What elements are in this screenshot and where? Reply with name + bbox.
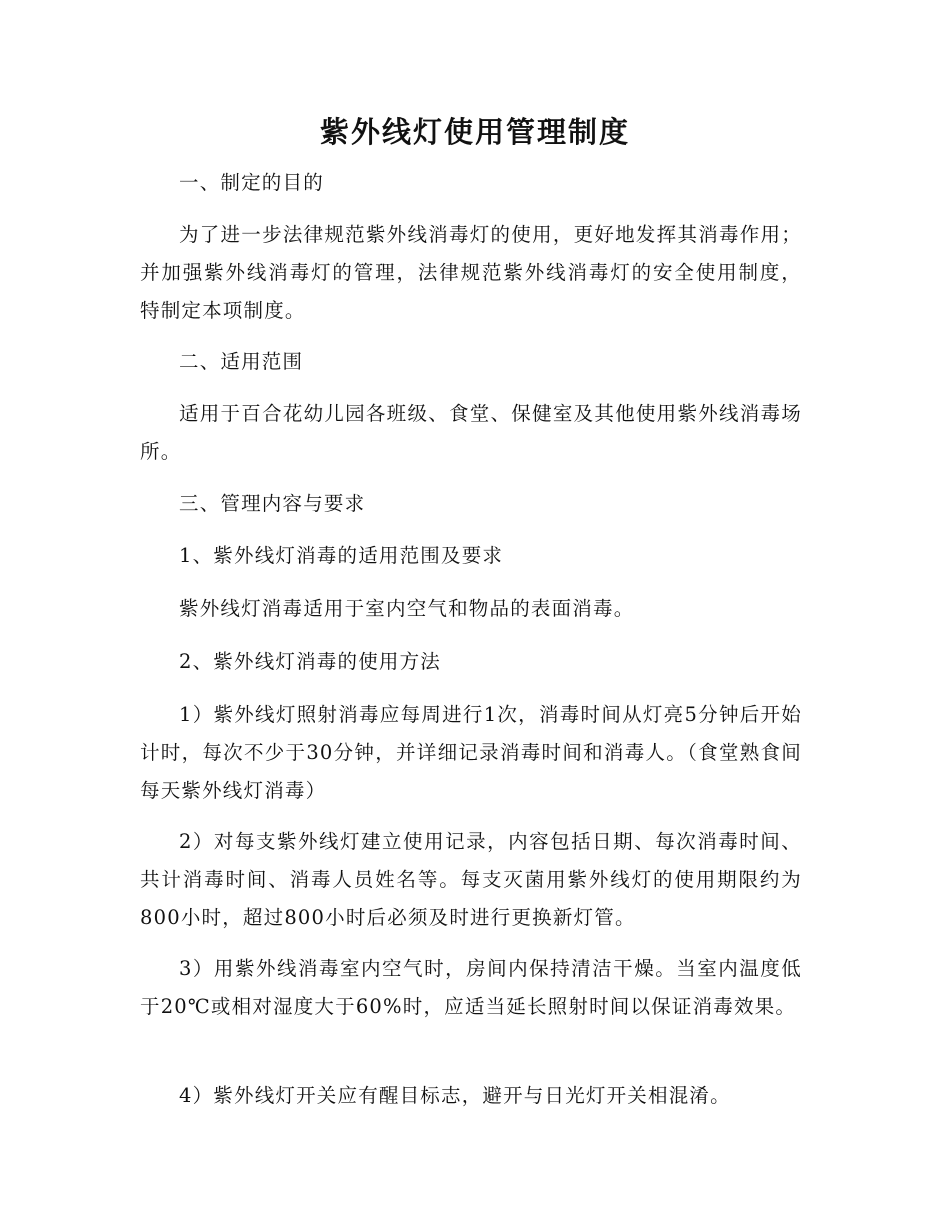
subsection-heading-scope-requirements: 1、紫外线灯消毒的适用范围及要求 [179, 544, 504, 567]
list-item-usage-2: 2）对每支紫外线灯建立使用记录，内容包括日期、每次消毒时间、共计消毒时间、消毒人员姓名等。每支灭菌用紫外线灯的使用期限约为800小时，超过800小时后必须及时进行更换新灯管。 [140, 830, 802, 929]
paragraph-applicability: 紫外线灯消毒适用于室内空气和物品的表面消毒。 [179, 597, 635, 620]
list-item-usage-1: 1）紫外线灯照射消毒应每周进行1次，消毒时间从灯亮5分钟后开始计时，每次不少于30分钟，并详细记录消毒时间和消毒人。（食堂熟食间每天紫外线灯消毒） [140, 703, 802, 802]
paragraph-scope: 适用于百合花幼儿园各班级、食堂、保健室及其他使用紫外线消毒场所。 [140, 402, 802, 463]
list-item-usage-4: 4）紫外线灯开关应有醒目标志，避开与日光灯开关相混淆。 [179, 1084, 731, 1107]
page-title: 紫外线灯使用管理制度 [319, 115, 630, 149]
section-heading-requirements: 三、管理内容与要求 [179, 492, 366, 515]
section-heading-scope: 二、适用范围 [179, 350, 304, 373]
list-item-usage-3: 3）用紫外线消毒室内空气时，房间内保持清洁干燥。当室内温度低于20℃或相对湿度大于60%时，应适当延长照射时间以保证消毒效果。 [140, 957, 802, 1018]
paragraph-purpose: 为了进一步法律规范紫外线消毒灯的使用，更好地发挥其消毒作用；并加强紫外线消毒灯的管理，法律规范紫外线消毒灯的安全使用制度，特制定本项制度。 [140, 223, 802, 322]
subsection-heading-usage-method: 2、紫外线灯消毒的使用方法 [179, 650, 442, 673]
section-heading-purpose: 一、制定的目的 [179, 171, 324, 194]
